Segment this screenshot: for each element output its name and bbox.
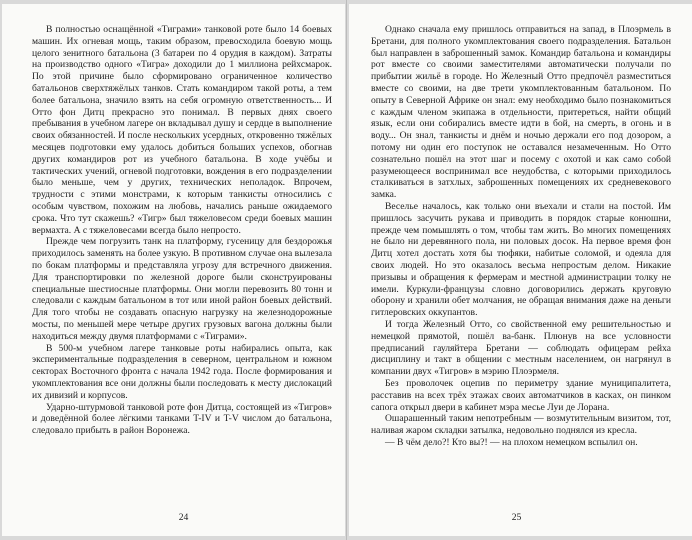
paragraph: Однако сначала ему пришлось отправиться на запад, в Плоэрмель в Бретани, для полного укомплектования своего подразделения. Батальон был направлен в заброшенный замок. Командир батальона и командиры рот вместе со своими заместителями автоматически получали по прибытии жильё в городе. Но Железный Отто предпочёл разместиться вместе со своими, на две трети укомплектованным батальоном. По опыту в Северной Африке он знал: ему необходимо было познакомиться с каждым членом экипажа в отдельности, притереться, найти общий язык, если они собирались вместе идти в бой, на смерть, в огонь и в воду... Он знал, танкисты и днём и ночью держали его под дозором, а потому ни один его поступок не оставался незамеченным. Но Отто сознательно пошёл на этот шаг и посему с охотой и как само собой разумеющееся воспринимал все неудобства, с которыми приходилось сталкиваться в затхлых, заброшенных помещениях их средневекового замка. bbox=[371, 24, 671, 201]
paragraph: Веселье началось, как только они въехали и стали на постой. Им пришлось засучить рукава и приводить в порядок старые конюшни, прежде чем помышлять о том, чтобы там жить. Во многих помещениях не было ни деревянного пола, ни половых досок. На первое время фон Дитц хотел достать хотя бы тюфяки, набитые соломой, и одеяла для своих людей. Но это оказалось весьма непростым делом. Никакие призывы и обращения к фермерам и местной администрации толку не имели. Куркули-французы словно договорились держать круговую оборону и хранили обет молчания, не обращая внимания даже на деньги гитлеровских оккупантов. bbox=[371, 200, 671, 319]
paragraph: В полностью оснащённой «Тиграми» танковой роте было 14 боевых машин. Их огневая мощь, таким образом, превосходила боевую мощь целого зенитного батальона (3 батареи по 4 орудия в каждом). Затраты на производство одного «Тигра» доходили до 1 миллиона рейхсмарок. По этой причине было сформировано ограниченное количество батальонов сверхтяжёлых танков. Стать командиром такой роты, а тем более батальона, значило взять на себя огромную ответственность... И Отто фон Дитц прекрасно это понимал. В первых днях своего пребывания в учебном лагере он вкладывал душу и сердце в выполнение своих обязанностей. И после нескольких усердных, откровенно тяжёлых месяцев подготовки ему удалось добиться больших успехов, обогнав других командиров рот из учебного батальона. В ходе учёбы и тактических учений, огневой подготовки, вождения в его подразделении было меньше, чем у других, технических неполадок. Впрочем, трудности с этими монстрами, к которым танкисты относились с особым чувством, похожим на любовь, начались раньше ожидаемого срока. Что тут скажешь? «Тигр» был тяжеловесом среди боевых машин вермахта. А с тяжеловесами всегда было непросто. bbox=[32, 24, 332, 236]
page-number: 24 bbox=[178, 512, 189, 523]
paragraph: Ударно-штурмовой танковой роте фон Дитца, состоящей из «Тигров» и доведённой более лёгкими танками T-IV и T-V числом до батальона, следовало прибыть в район Воронежа. bbox=[32, 401, 332, 437]
paragraph: Прежде чем погрузить танк на платформу, гусеницу для бездорожья приходилось заменять на более узкую. В противном случае она вылезала по бокам платформы и представляла угрозу для встречного движения. Для транспортировки по железной дороге были сконструированы специальные шестиосные платформы. Они могли перевозить 80 тонн и следовали с каждым батальоном в тот или иной район боевых действий. Для того чтобы не создавать опасную нагрузку на железнодорожные мосты, по меньшей мере четыре других грузовых вагона должны были находиться между двумя платформами с «Тиграми». bbox=[32, 236, 332, 342]
gutter-divider bbox=[346, 0, 347, 540]
paragraph: Без проволочек оцепив по периметру здание муниципалитета, расставив на всех трёх этажах своих автоматчиков в касках, он пинком сапога открыл двери в кабинет мэра месье Луи де Лорана. bbox=[371, 377, 671, 413]
paragraph: — В чём дело?! Кто вы?! — на плохом немецком вспылил он. bbox=[385, 436, 638, 448]
paragraph: В 500-м учебном лагере танковые роты набирались опыта, как экспериментальные подразделения в северном, центральном и южном секторах Восточного фронта с начала 1942 года. После формирования и укомплектования все они должны были последовать к месту дислокаций их дивизий и корпусов. bbox=[32, 342, 332, 401]
right-page bbox=[349, 4, 692, 536]
page-number: 25 bbox=[511, 512, 522, 523]
paragraph: И тогда Железный Отто, со свойственной ему решительностью и немецкой прямотой, пошёл ва-банк. Плюнув на все условности предписаний гауляйтера Бретани — соблюдать офицерам рейха дисциплину и такт в общении с местным населением, он нагрянул в компании двух «Тигров» в мэрию Плоэрмеля. bbox=[371, 318, 671, 378]
left-page-text bbox=[32, 24, 332, 437]
right-page-text bbox=[371, 24, 671, 449]
paragraph: Ошарашенный таким непотребным — возмутительным визитом, тот, наливая жаром складки затылка, недовольно поднялся из кресла. bbox=[371, 413, 671, 437]
left-page bbox=[2, 4, 345, 536]
